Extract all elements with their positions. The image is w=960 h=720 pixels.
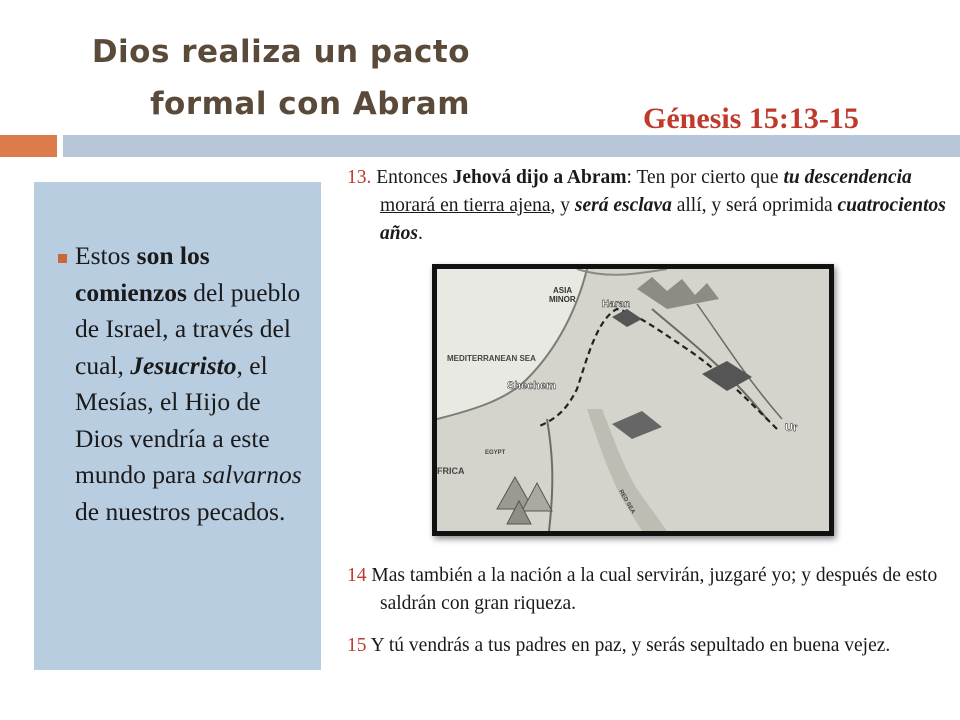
text-segment: Estos	[75, 241, 137, 270]
map-label-minor: MINOR	[549, 295, 576, 304]
text-bold-italic-segment: Jesucristo	[130, 350, 237, 380]
verse-number: 14	[347, 565, 367, 586]
text-bold-segment: son los comienzos	[75, 241, 210, 307]
verse-13	[347, 164, 960, 248]
verse-text: allí, y será oprimida	[671, 195, 838, 216]
verse-underlined: morará en tierra ajena	[380, 195, 551, 216]
verse-bold-italic: cuatrocientos años	[380, 195, 946, 244]
map-label-asia: ASIA	[553, 286, 573, 295]
map-label-shechem: Shechem	[507, 380, 556, 392]
bullet-icon	[58, 254, 67, 263]
accent-bar-orange	[0, 135, 57, 157]
text-italic-segment: salvarnos	[202, 460, 302, 489]
map-label-red-sea: RED SEA	[617, 489, 636, 516]
slide-title	[60, 26, 470, 130]
text-segment: , el Mesías, el Hijo de Dios vendría a este mundo para	[75, 350, 270, 489]
verse-text: Entonces	[371, 167, 453, 188]
title-line-1: Dios realiza un pacto	[91, 34, 470, 70]
abram-journey-map	[432, 264, 834, 536]
map-label-mediterranean: MEDITERRANEAN SEA	[447, 354, 536, 363]
verse-text: .	[417, 223, 423, 244]
verse-text: , y	[550, 195, 575, 216]
verse-bold-italic: será esclava	[574, 195, 672, 216]
verse-bold: Jehová dijo a Abram	[452, 167, 627, 188]
scripture-reference: Génesis 15:13-15	[643, 102, 859, 135]
verse-number: 15	[347, 635, 367, 656]
map-label-egypt: EGYPT	[485, 450, 506, 456]
verse-14	[347, 562, 960, 618]
map-label-ur: Ur	[785, 422, 798, 434]
left-panel-text	[75, 238, 315, 530]
verse-bold-italic: tu descendencia	[783, 167, 912, 188]
text-segment: del pueblo de Israel, a través del cual,	[75, 277, 301, 380]
map-illustration	[437, 269, 829, 531]
map-label-haran: Haran	[602, 299, 631, 310]
verse-text: : Ten por cierto que	[626, 167, 784, 188]
title-line-2: formal con Abram	[150, 86, 470, 122]
verse-15	[347, 632, 960, 660]
verse-text: Mas también a la nación a la cual servirán, juzgaré yo; y después de esto saldrán con gran riqueza.	[366, 565, 938, 614]
text-segment: de nuestros pecados.	[75, 496, 286, 526]
verse-text: Y tú vendrás a tus padres en paz, y serás sepultado en buena vejez.	[366, 635, 891, 656]
verse-number: 13.	[347, 167, 372, 188]
map-label-africa: FRICA	[437, 466, 465, 476]
